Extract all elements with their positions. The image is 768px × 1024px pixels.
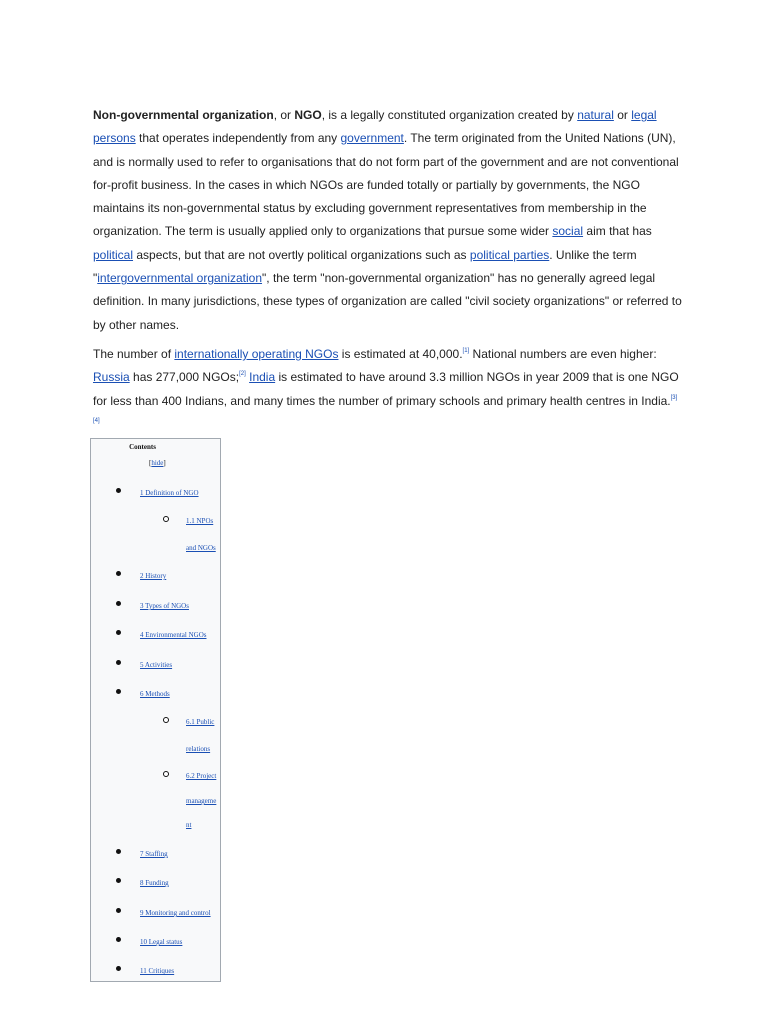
link-government[interactable]: government xyxy=(340,131,404,146)
reference-1-link[interactable]: [1] xyxy=(462,348,470,354)
text-run: National numbers are even higher: xyxy=(469,347,657,361)
bullet-icon xyxy=(116,488,121,493)
bracket: [ xyxy=(149,459,152,467)
toc-item-npos xyxy=(186,517,213,525)
link-intergovernmental-organization[interactable]: intergovernmental organization xyxy=(97,271,263,286)
bullet-icon xyxy=(116,689,121,694)
toc-item-legal-status xyxy=(140,938,182,946)
toc-link[interactable]: 11 Critiques xyxy=(140,967,175,975)
toc-link[interactable]: 9 Monitoring and control xyxy=(140,909,211,917)
link-russia[interactable]: Russia xyxy=(93,370,130,385)
text-run: that operates independently from any xyxy=(135,131,341,146)
bullet-icon xyxy=(116,966,121,971)
text-run: , or xyxy=(273,108,295,122)
text-run: has 277,000 NGOs; xyxy=(129,370,240,385)
toc-link[interactable]: 2 History xyxy=(140,572,167,580)
bullet-icon xyxy=(116,571,121,576)
bullet-icon xyxy=(116,937,121,942)
term-bold: Non-governmental organization xyxy=(93,108,274,122)
toc-link[interactable]: 1 Definition of NGO xyxy=(140,489,199,497)
text-run: aspects, but that are not overtly political organizations such as xyxy=(133,247,470,262)
text-run: aim that has xyxy=(583,224,652,239)
toc-item-history xyxy=(140,572,166,580)
text-run: is estimated to have around 3.3 million NGOs in year 2009 that is one NGO for less than 400 Indians, and many times the number of primary schools and primary health centres in India. xyxy=(93,370,679,408)
text-run: or xyxy=(613,108,632,122)
bullet-icon xyxy=(116,660,121,665)
toc-link[interactable]: 8 Funding xyxy=(140,879,169,887)
toc-hide-link[interactable]: hide xyxy=(151,459,164,467)
toc-link[interactable]: 1.1 NPOs xyxy=(186,517,214,525)
link-political[interactable]: political xyxy=(93,247,134,262)
toc-link[interactable]: 4 Environmental NGOs xyxy=(140,631,207,639)
toc-link[interactable]: nt xyxy=(186,821,192,829)
text-run: The number of xyxy=(93,347,175,361)
toc-item-funding xyxy=(140,879,169,887)
reference-3-4-link[interactable]: [3][4] xyxy=(93,394,678,424)
numbers-paragraph xyxy=(93,343,683,436)
toc-item-activities xyxy=(140,661,172,669)
text-run: . The term originated from the United Nations (UN), and is normally used to refer to organisations that do not form part of the government and are not conventional for-profit business. In the cases in which NGOs are funded totally or partially by governments, the NGO maintains its non-governmental status by excluding government representatives from membership in the organization. The term is usually applied only to organizations that pursue some wider xyxy=(93,131,679,239)
toc-link[interactable]: relations xyxy=(186,745,211,753)
circle-bullet-icon xyxy=(163,516,169,522)
toc-link[interactable]: 6.1 Public xyxy=(186,718,215,726)
link-legal[interactable]: legal xyxy=(631,108,657,122)
toc-item-types xyxy=(140,602,189,610)
ngo-bold: NGO xyxy=(294,108,322,122)
circle-bullet-icon xyxy=(163,771,169,777)
reference-2-link[interactable]: [2] xyxy=(239,371,246,378)
bullet-icon xyxy=(116,630,121,635)
toc-link[interactable]: 7 Staffing xyxy=(140,850,168,858)
toc-item-methods xyxy=(140,690,170,698)
toc-hide-toggle xyxy=(149,459,166,467)
toc-item-project-management xyxy=(186,772,216,780)
bullet-icon xyxy=(116,601,121,606)
toc-item-npos-cont xyxy=(186,544,216,552)
toc-link[interactable]: 6.2 Project xyxy=(186,772,217,780)
link-persons[interactable]: persons xyxy=(93,131,136,146)
toc-item-project-management-cont2 xyxy=(186,821,191,829)
toc-item-public-relations-cont xyxy=(186,745,210,753)
link-social[interactable]: social xyxy=(552,224,584,239)
intro-paragraph xyxy=(93,104,683,337)
toc-link[interactable]: 6 Methods xyxy=(140,690,170,698)
text-run: is estimated at 40,000. xyxy=(338,347,463,361)
toc-link[interactable]: 3 Types of NGOs xyxy=(140,602,189,610)
toc-link[interactable]: 5 Activities xyxy=(140,661,173,669)
bracket: ] xyxy=(163,459,166,467)
reference-2 xyxy=(239,371,246,377)
text-run: ", the term "non-governmental organization" has no generally agreed legal definition. In many jurisdictions, these types of organization are called "civil society organizations" or referred to by other names. xyxy=(93,271,682,332)
toc-link[interactable]: 10 Legal status xyxy=(140,938,183,946)
bullet-icon xyxy=(116,878,121,883)
toc-item-staffing xyxy=(140,850,168,858)
link-natural[interactable]: natural xyxy=(577,108,614,122)
bullet-icon xyxy=(116,908,121,913)
bullet-icon xyxy=(116,849,121,854)
text-run: , is a legally constituted organization created by xyxy=(321,108,578,122)
toc-item-project-management-cont xyxy=(186,797,216,805)
text-run: . Unlike the term " xyxy=(93,247,637,286)
link-india[interactable]: India xyxy=(249,370,276,385)
toc-item-monitoring xyxy=(140,909,211,917)
toc-link[interactable]: manageme xyxy=(186,797,217,805)
table-of-contents xyxy=(90,438,221,982)
toc-link[interactable]: and NGOs xyxy=(186,544,216,552)
toc-item-definition xyxy=(140,489,199,497)
toc-item-critiques xyxy=(140,967,174,975)
link-political-parties[interactable]: political parties xyxy=(469,247,550,262)
link-internationally-operating-ngos[interactable]: internationally operating NGOs xyxy=(174,347,339,361)
toc-item-public-relations xyxy=(186,718,214,726)
toc-item-environmental xyxy=(140,631,207,639)
circle-bullet-icon xyxy=(163,717,169,723)
toc-title: Contents xyxy=(129,443,156,451)
